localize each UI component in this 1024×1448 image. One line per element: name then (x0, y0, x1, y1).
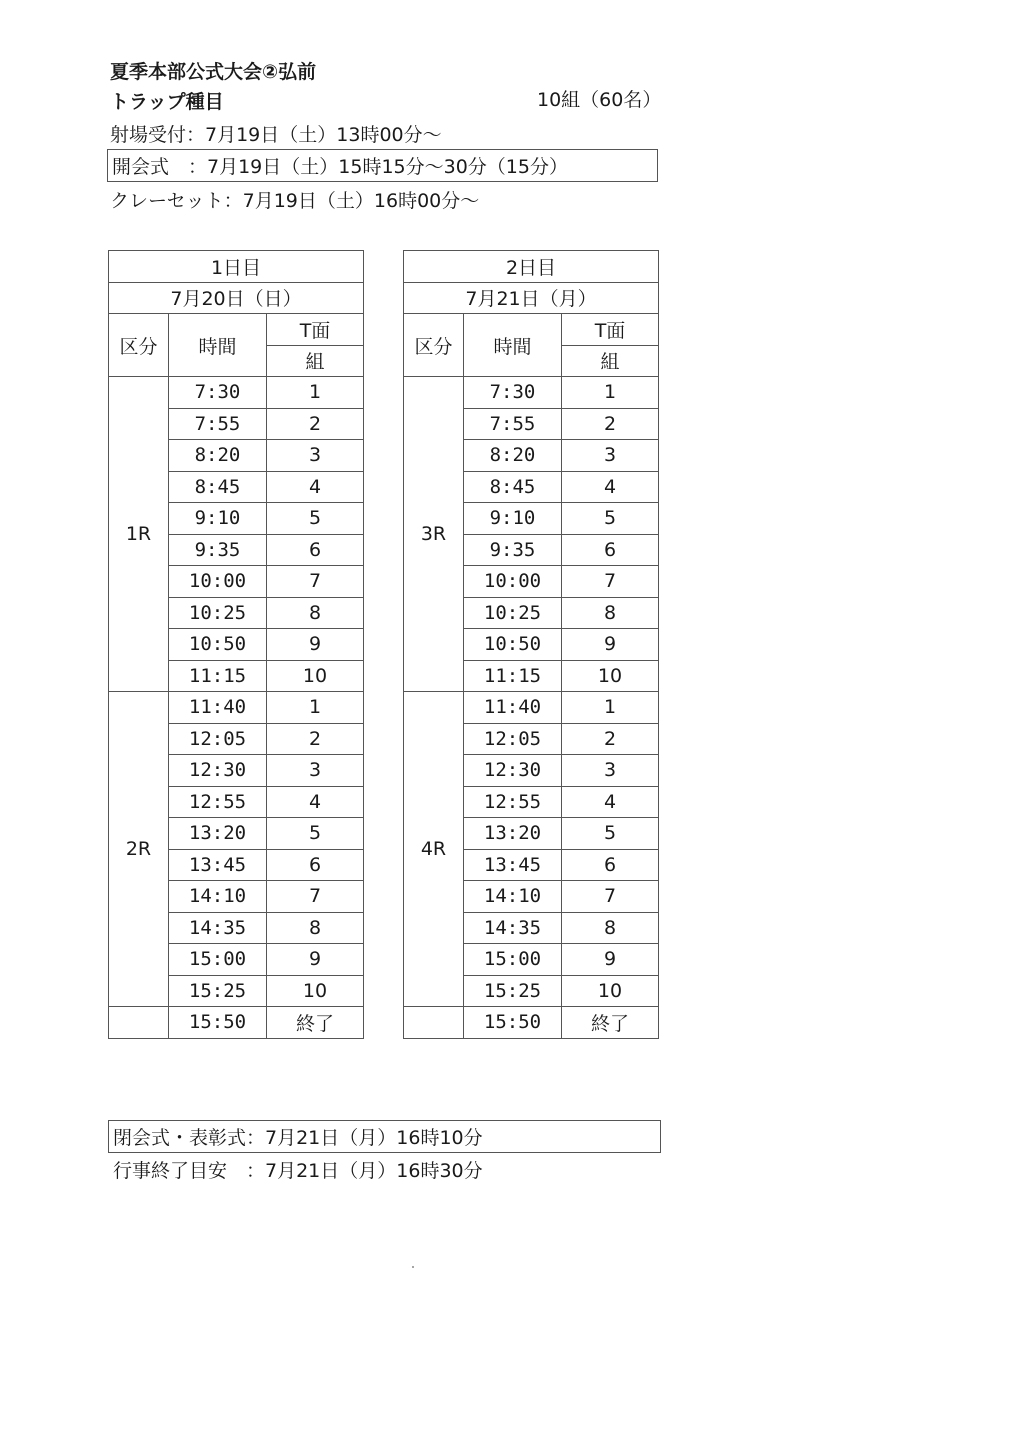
day2-schedule-table (403, 250, 659, 1039)
time-cell: 14:10 (464, 881, 562, 913)
group-cell: 7 (267, 881, 364, 913)
group-cell: 4 (267, 471, 364, 503)
page-title: 夏季本部公式大会②弘前 (110, 61, 317, 83)
time-cell: 10:00 (464, 566, 562, 598)
time-header: 時間 (169, 314, 267, 377)
group-cell: 6 (267, 849, 364, 881)
time-cell: 10:50 (464, 629, 562, 661)
group-cell: 4 (267, 786, 364, 818)
time-cell: 12:05 (464, 723, 562, 755)
time-cell: 13:20 (169, 818, 267, 850)
group-cell: 5 (267, 818, 364, 850)
group-cell: 6 (267, 534, 364, 566)
table-row (404, 377, 659, 409)
group-cell: 3 (562, 440, 659, 472)
group-cell: 7 (267, 566, 364, 598)
day1-schedule-table (108, 250, 364, 1039)
time-cell: 11:40 (169, 692, 267, 724)
group-cell: 4 (562, 786, 659, 818)
group-cell: 1 (562, 377, 659, 409)
time-cell: 14:10 (169, 881, 267, 913)
time-cell: 9:10 (169, 503, 267, 535)
group-cell: 3 (562, 755, 659, 787)
time-cell: 8:20 (169, 440, 267, 472)
group-cell: 7 (562, 881, 659, 913)
time-cell: 9:10 (464, 503, 562, 535)
group-cell: 2 (267, 408, 364, 440)
time-cell: 14:35 (169, 912, 267, 944)
group-cell: 5 (562, 818, 659, 850)
time-cell: 8:45 (169, 471, 267, 503)
table-row (109, 377, 364, 409)
time-cell: 7:30 (464, 377, 562, 409)
round-label: 3R (404, 377, 464, 692)
group-cell: 10 (267, 660, 364, 692)
group-cell: 7 (562, 566, 659, 598)
time-cell: 9:35 (464, 534, 562, 566)
end-time-cell: 15:50 (464, 1007, 562, 1039)
time-cell: 10:25 (169, 597, 267, 629)
group-cell: 1 (267, 377, 364, 409)
day-label: 1日目 (109, 251, 364, 283)
opening-ceremony: 開会式 ：7月19日（土）15時15分～30分（15分） (107, 149, 658, 182)
time-cell: 13:20 (464, 818, 562, 850)
time-cell: 12:30 (464, 755, 562, 787)
group-cell: 9 (267, 629, 364, 661)
group-cell: 5 (562, 503, 659, 535)
group-cell: 2 (267, 723, 364, 755)
end-row (109, 1007, 364, 1039)
time-cell: 15:25 (464, 975, 562, 1007)
group-cell: 2 (562, 408, 659, 440)
scan-speck (412, 1266, 414, 1268)
group-header: 組 (267, 345, 364, 377)
time-cell: 7:30 (169, 377, 267, 409)
event-name: トラップ種目 (110, 91, 224, 113)
time-cell: 7:55 (464, 408, 562, 440)
day-label: 2日目 (404, 251, 659, 283)
day-date: 7月20日（日） (109, 282, 364, 314)
time-cell: 15:00 (464, 944, 562, 976)
time-cell: 11:15 (464, 660, 562, 692)
end-time-cell: 15:50 (169, 1007, 267, 1039)
time-cell: 9:35 (169, 534, 267, 566)
round-label: 2R (109, 692, 169, 1007)
group-cell: 4 (562, 471, 659, 503)
closing-ceremony: 閉会式・表彰式：7月21日（月）16時10分 (108, 1120, 661, 1153)
time-cell: 10:00 (169, 566, 267, 598)
end-row (404, 1007, 659, 1039)
time-cell: 12:55 (169, 786, 267, 818)
time-cell: 8:45 (464, 471, 562, 503)
event-end-estimate: 行事終了目安 ：7月21日（月）16時30分 (113, 1160, 483, 1182)
face-header: T面 (267, 314, 364, 346)
group-cell: 9 (562, 629, 659, 661)
time-cell: 15:25 (169, 975, 267, 1007)
time-cell: 11:15 (169, 660, 267, 692)
group-cell: 9 (562, 944, 659, 976)
time-cell: 10:25 (464, 597, 562, 629)
time-cell: 12:05 (169, 723, 267, 755)
group-header: 組 (562, 345, 659, 377)
group-cell: 6 (562, 534, 659, 566)
time-cell: 15:00 (169, 944, 267, 976)
time-cell: 11:40 (464, 692, 562, 724)
group-cell: 8 (267, 597, 364, 629)
end-label-cell: 終了 (562, 1007, 659, 1039)
time-cell: 13:45 (169, 849, 267, 881)
day-date: 7月21日（月） (404, 282, 659, 314)
group-cell: 8 (562, 912, 659, 944)
round-label: 4R (404, 692, 464, 1007)
face-header: T面 (562, 314, 659, 346)
reception-time: 射場受付：7月19日（土）13時00分～ (110, 124, 442, 146)
division-header: 区分 (404, 314, 464, 377)
table-row (109, 692, 364, 724)
time-cell: 10:50 (169, 629, 267, 661)
time-cell: 14:35 (464, 912, 562, 944)
group-cell: 10 (267, 975, 364, 1007)
table-row (404, 692, 659, 724)
group-cell: 3 (267, 755, 364, 787)
group-cell: 10 (562, 975, 659, 1007)
group-cell: 2 (562, 723, 659, 755)
time-cell: 8:20 (464, 440, 562, 472)
group-cell: 5 (267, 503, 364, 535)
time-cell: 13:45 (464, 849, 562, 881)
group-cell: 10 (562, 660, 659, 692)
group-count: 10組（60名） (537, 89, 662, 111)
group-cell: 6 (562, 849, 659, 881)
round-label: 1R (109, 377, 169, 692)
division-header: 区分 (109, 314, 169, 377)
time-header: 時間 (464, 314, 562, 377)
time-cell: 12:30 (169, 755, 267, 787)
group-cell: 8 (267, 912, 364, 944)
group-cell: 1 (267, 692, 364, 724)
group-cell: 1 (562, 692, 659, 724)
group-cell: 8 (562, 597, 659, 629)
empty-cell (109, 1007, 169, 1039)
time-cell: 12:55 (464, 786, 562, 818)
end-label-cell: 終了 (267, 1007, 364, 1039)
empty-cell (404, 1007, 464, 1039)
time-cell: 7:55 (169, 408, 267, 440)
group-cell: 9 (267, 944, 364, 976)
group-cell: 3 (267, 440, 364, 472)
clay-set-time: クレーセット：7月19日（土）16時00分～ (110, 190, 480, 212)
